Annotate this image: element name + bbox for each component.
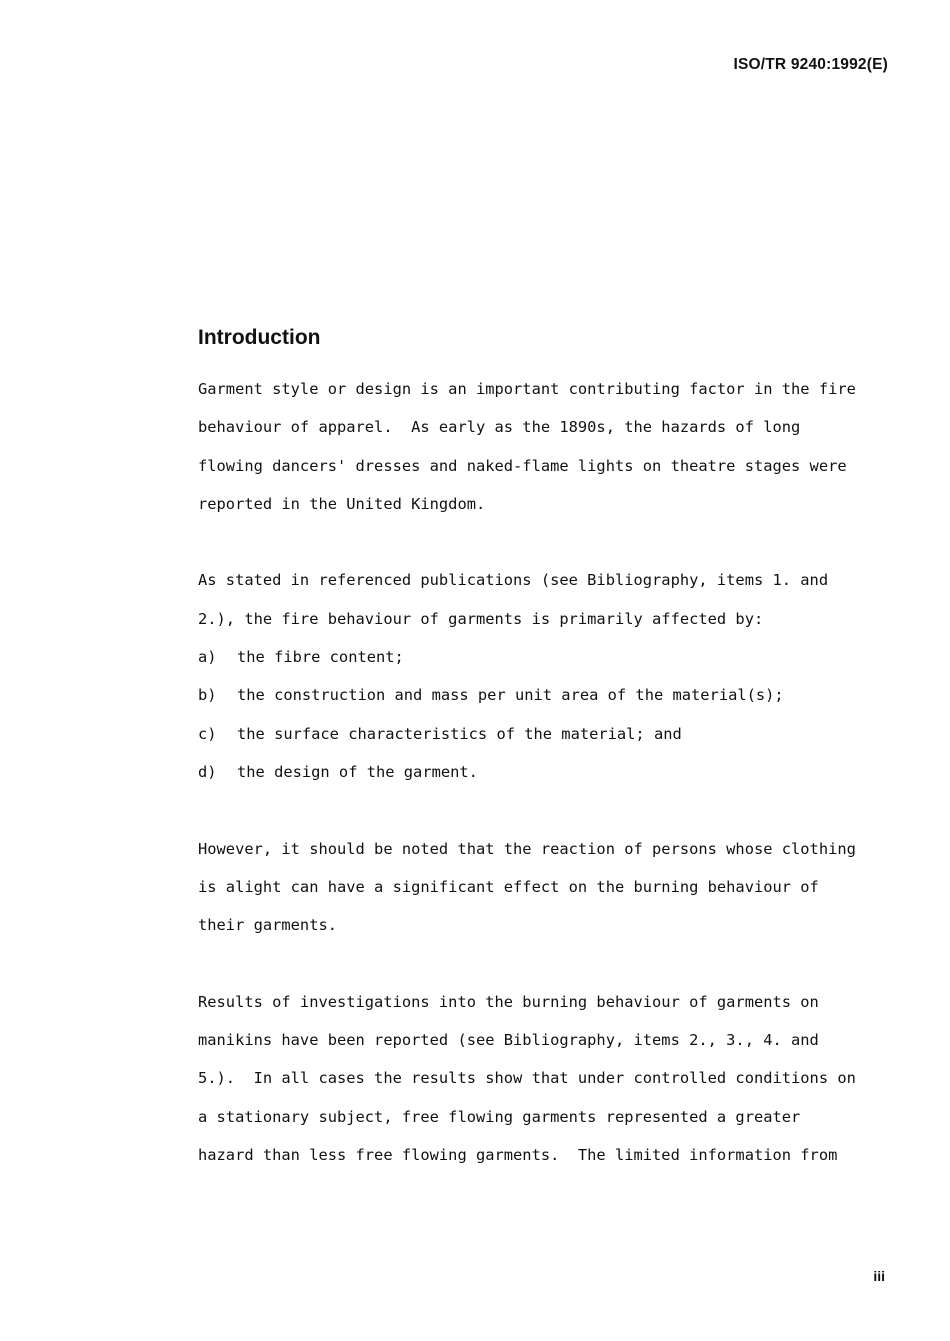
list-marker: d) — [198, 762, 217, 781]
text-line: As stated in referenced publications (see Bibliography, items 1. and — [198, 571, 829, 590]
paragraph-2 — [198, 561, 898, 791]
text-line: hazard than less free flowing garments. The limited information from — [198, 1145, 838, 1164]
text-line: Garment style or design is an important contributing factor in the fire — [198, 380, 856, 398]
list-item-c — [198, 715, 898, 753]
text-line: behaviour of apparel. As early as the 1890s, the hazards of long — [198, 418, 801, 437]
text-line: 5.). In all cases the results show that under controlled conditions on — [198, 1069, 856, 1088]
list-marker: b) — [198, 686, 217, 705]
text-line: a stationary subject, free flowing garments represented a greater — [198, 1107, 801, 1126]
paragraph-1 — [198, 370, 898, 523]
list-item-text: the surface characteristics of the material; and — [237, 724, 682, 743]
paragraph-4 — [198, 983, 898, 1174]
list-intro — [198, 561, 898, 638]
text-line: However, it should be noted that the reaction of persons whose clothing — [198, 839, 856, 858]
body-text — [198, 370, 898, 1213]
text-line: their garments. — [198, 916, 337, 935]
list-item-text: the fibre content; — [237, 648, 404, 667]
text-line: flowing dancers' dresses and naked-flame lights on theatre stages were — [198, 456, 847, 475]
document-identifier: ISO/TR 9240:1992(E) — [733, 56, 888, 73]
text-line: is alight can have a significant effect on the burning behaviour of — [198, 877, 819, 896]
list-marker: a) — [198, 648, 217, 667]
section-title: Introduction — [198, 326, 321, 349]
list-item-a — [198, 638, 898, 676]
text-line: Results of investigations into the burning behaviour of garments on — [198, 992, 819, 1011]
page-number: iii — [873, 1268, 885, 1284]
paragraph-3 — [198, 830, 898, 945]
text-line: reported in the United Kingdom. — [198, 494, 486, 513]
list-item-text: the construction and mass per unit area of the material(s); — [237, 686, 784, 705]
text-line: 2.), the fire behaviour of garments is primarily affected by: — [198, 609, 764, 628]
text-line: manikins have been reported (see Bibliography, items 2., 3., 4. and — [198, 1031, 819, 1050]
list-marker: c) — [198, 724, 217, 743]
list-item-d — [198, 753, 898, 791]
list-item-text: the design of the garment. — [237, 762, 478, 781]
list-item-b — [198, 676, 898, 714]
